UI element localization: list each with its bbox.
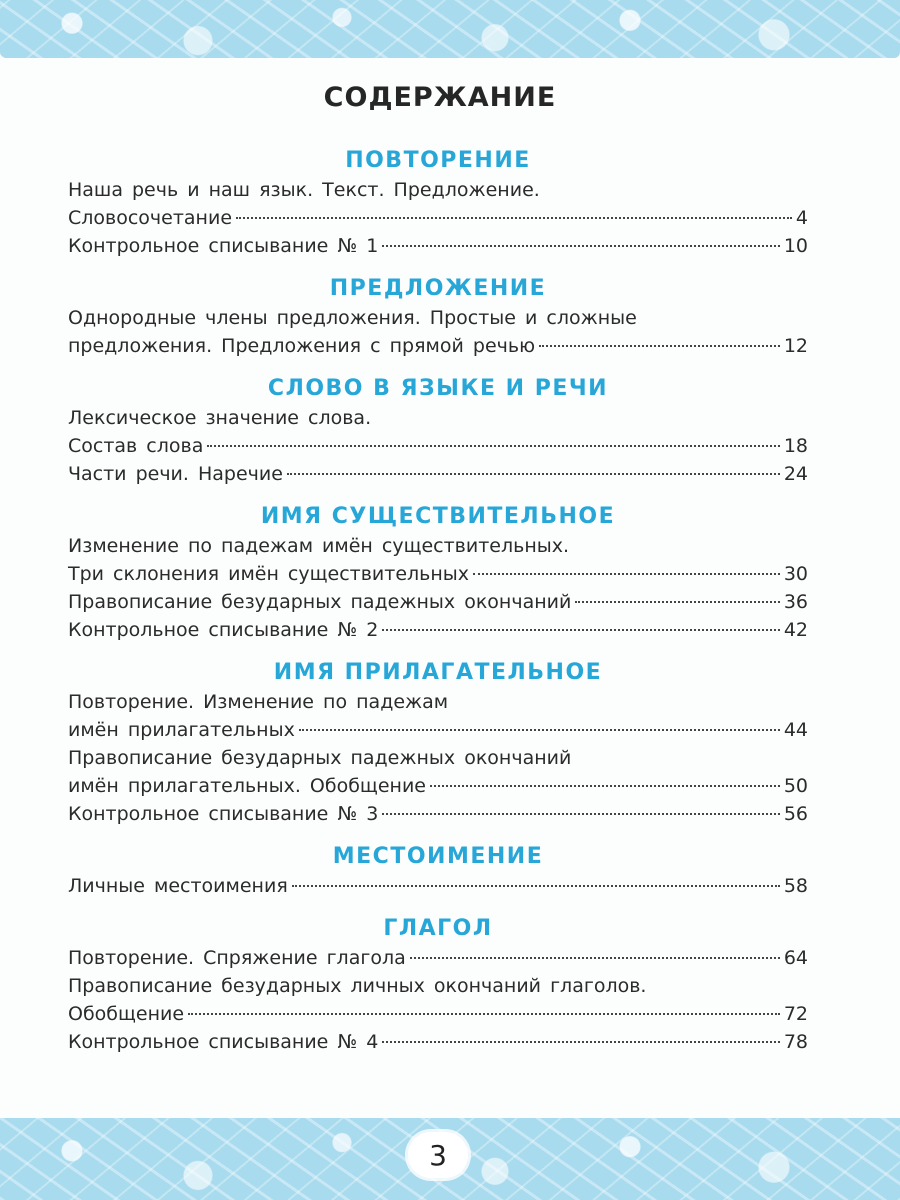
entry-page-number: 24 <box>783 463 808 485</box>
entry-leader-line <box>68 716 808 744</box>
section-heading: ИМЯ СУЩЕСТВИТЕЛЬНОЕ <box>260 504 616 529</box>
toc-entry <box>68 460 808 488</box>
entry-title: Личные местоимения <box>68 875 288 897</box>
page-number-badge <box>408 1132 468 1178</box>
entry-page-number: 30 <box>783 563 808 585</box>
entry-title: Контрольное списывание № 2 <box>68 619 379 641</box>
entry-title: Контрольное списывание № 1 <box>68 235 379 257</box>
section-heading: МЕСТОИМЕНИЕ <box>332 844 544 869</box>
dot-leader <box>539 345 780 347</box>
entry-title: имён прилагательных. Обобщение <box>68 775 426 797</box>
page-title: СОДЕРЖАНИЕ <box>323 82 557 113</box>
section-heading: СЛОВО В ЯЗЫКЕ И РЕЧИ <box>267 376 609 401</box>
entry-title: Три склонения имён существительных <box>68 563 470 585</box>
dot-leader <box>410 957 780 959</box>
entry-title: Состав слова <box>68 435 204 457</box>
entry-page-number: 12 <box>783 335 808 357</box>
dot-leader <box>188 1013 780 1015</box>
entry-title: Обобщение <box>68 1003 185 1025</box>
page-number: 3 <box>429 1138 447 1172</box>
entry-page-number: 42 <box>783 619 808 641</box>
dot-leader <box>382 245 780 247</box>
entry-text-line: Однородные члены предложения. Простые и сложные <box>68 307 637 329</box>
entry-leader-line <box>68 460 808 488</box>
entry-page-number: 78 <box>783 1031 808 1053</box>
toc-entry <box>68 176 808 232</box>
toc-entry <box>68 588 808 616</box>
toc-section <box>68 274 808 360</box>
entry-text-line: Лексическое значение слова. <box>68 407 372 429</box>
entry-leader-line <box>68 800 808 828</box>
dot-leader <box>575 601 779 603</box>
entry-leader-line <box>68 872 808 900</box>
entry-page-number: 64 <box>783 947 808 969</box>
toc-entry <box>68 232 808 260</box>
entry-page-number: 50 <box>783 775 808 797</box>
entry-page-number: 72 <box>783 1003 808 1025</box>
entry-title: предложения. Предложения с прямой речью <box>68 335 536 357</box>
entry-leader-line <box>68 588 808 616</box>
dot-leader <box>430 785 780 787</box>
toc-entry <box>68 944 808 972</box>
entry-text-line: Правописание безударных личных окончаний глаголов. <box>68 975 647 997</box>
entry-text-line: Правописание безударных падежных окончаний <box>68 747 572 769</box>
entry-title: Контрольное списывание № 4 <box>68 1031 379 1053</box>
toc-entry <box>68 688 808 744</box>
toc-entry <box>68 304 808 360</box>
entry-title: Словосочетание <box>68 207 233 229</box>
toc-section <box>68 658 808 828</box>
entry-leader-line <box>68 204 808 232</box>
entry-leader-line <box>68 772 808 800</box>
entry-page-number: 58 <box>783 875 808 897</box>
entry-page-number: 4 <box>795 207 808 229</box>
section-heading: ПОВТОРЕНИЕ <box>345 148 531 173</box>
dot-leader <box>287 473 780 475</box>
section-heading: ИМЯ ПРИЛАГАТЕЛЬНОЕ <box>273 660 603 685</box>
entry-page-number: 10 <box>783 235 808 257</box>
dot-leader <box>382 629 780 631</box>
entry-leader-line <box>68 432 808 460</box>
entry-leader-line <box>68 944 808 972</box>
toc-entry <box>68 972 808 1028</box>
toc-entry <box>68 404 808 460</box>
entry-title: Правописание безударных падежных окончаний <box>68 591 572 613</box>
entry-page-number: 18 <box>783 435 808 457</box>
dot-leader <box>292 885 780 887</box>
entry-title: Контрольное списывание № 3 <box>68 803 379 825</box>
entry-leader-line <box>68 1000 808 1028</box>
toc-entry <box>68 872 808 900</box>
entry-text-line: Наша речь и наш язык. Текст. Предложение. <box>68 179 540 201</box>
section-heading: ПРЕДЛОЖЕНИЕ <box>329 276 547 301</box>
entry-page-number: 36 <box>783 591 808 613</box>
dot-leader <box>207 445 779 447</box>
entry-title: имён прилагательных <box>68 719 295 741</box>
entry-title: Повторение. Спряжение глагола <box>68 947 406 969</box>
dot-leader <box>299 729 780 731</box>
section-heading: ГЛАГОЛ <box>383 916 493 941</box>
toc-section <box>68 914 808 1056</box>
toc-entry <box>68 616 808 644</box>
toc-entry <box>68 1028 808 1056</box>
toc-entry <box>68 800 808 828</box>
entry-leader-line <box>68 616 808 644</box>
dot-leader <box>382 813 780 815</box>
dot-leader <box>236 217 792 219</box>
entry-text-line: Повторение. Изменение по падежам <box>68 691 449 713</box>
toc-section <box>68 146 808 260</box>
toc-entry <box>68 744 808 800</box>
entry-leader-line <box>68 232 808 260</box>
entry-leader-line <box>68 1028 808 1056</box>
decorative-top-band <box>0 0 900 58</box>
toc-entry <box>68 532 808 588</box>
dot-leader <box>473 573 780 575</box>
entry-title: Части речи. Наречие <box>68 463 283 485</box>
toc-section <box>68 842 808 900</box>
toc-section <box>68 502 808 644</box>
entry-leader-line <box>68 560 808 588</box>
table-of-contents <box>68 140 808 1056</box>
entry-page-number: 56 <box>783 803 808 825</box>
entry-text-line: Изменение по падежам имён существительных. <box>68 535 570 557</box>
dot-leader <box>382 1041 780 1043</box>
toc-section <box>68 374 808 488</box>
entry-leader-line <box>68 332 808 360</box>
entry-page-number: 44 <box>783 719 808 741</box>
